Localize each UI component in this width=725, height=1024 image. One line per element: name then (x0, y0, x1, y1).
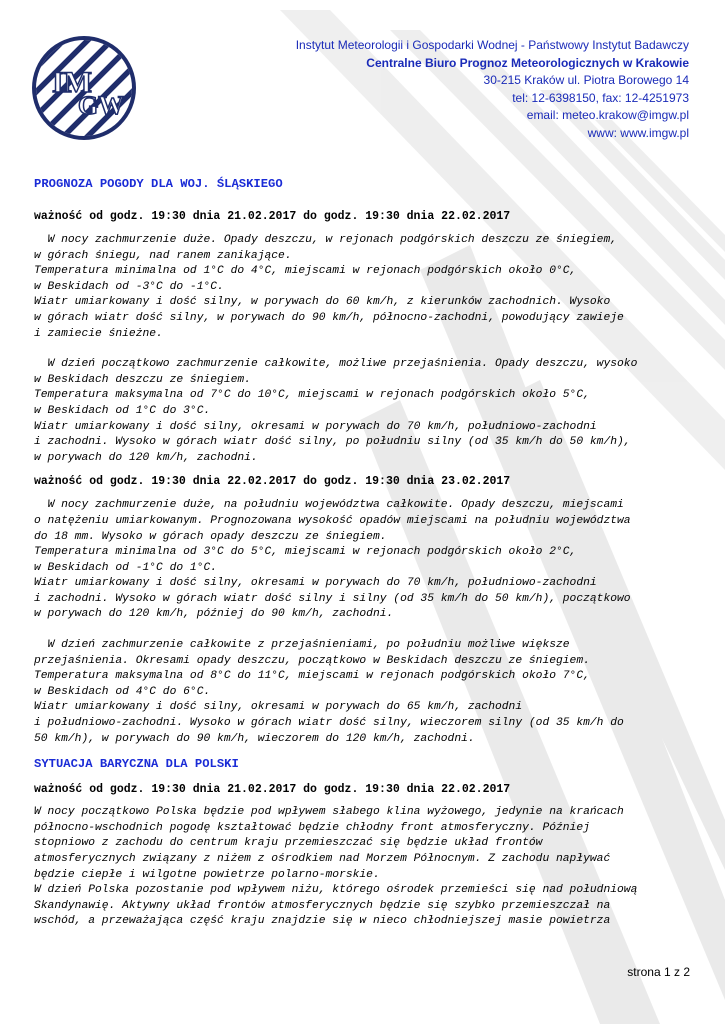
forecast-validity-1: ważność od godz. 19:30 dnia 21.02.2017 do godz. 19:30 dnia 22.02.2017 (34, 210, 511, 223)
synoptic-validity: ważność od godz. 19:30 dnia 21.02.2017 do godz. 19:30 dnia 22.02.2017 (34, 783, 511, 797)
forecast-day-1: W dzień początkowo zachmurzenie całkowite, możliwe przejaśnienia. Opady deszczu, wysoko w Beskidach deszczu ze śniegiem. Temperatura maksymalna od 7°C do 10°C, miejscami w rejonach podgórskich około 5°C, w Beskidach od 1°C do 3°C. Wiatr umiarkowany i dość silny, okresami w porywach do 70 km/h, południowo-zachodni i zachodni. Wysoko w górach wiatr dość silny, po południu silny (od 35 km/h do 50 km/h), w porywach do 120 km/h, zachodni. (34, 358, 638, 464)
forecast-night-1: W nocy zachmurzenie duże. Opady deszczu, w rejonach podgórskich deszczu ze śniegiem, w górach śniegu, nad ranem zanikające. Temperatura minimalna od 1°C do 4°C, miejscami w rejonach podgórskich około 0°C, w Beskidach od -3°C do -1°C. Wiatr umiarkowany i dość silny, w porywach do 60 km/h, z kierunków zachodnich. Wysoko w górach wiatr dość silny, w porywach do 90 km/h, północno-zachodni, powodujący zawieje i zamiecie śnieżne. (34, 234, 624, 340)
forecast-day-2: W dzień zachmurzenie całkowite z przejaśnieniami, po południu możliwe większe przejaśnienia. Okresami opady deszczu, początkowo w Beskidach deszczu ze śniegiem. Temperatura maksymalna od 8°C do 11°C, miejscami w rejonach podgórskich około 7°C, w Beskidach od 4°C do 6°C. Wiatr umiarkowany i dość silny, okresami w porywach do 65 km/h, zachodni i południowo-zachodni. Wysoko w górach wiatr dość silny, wieczorem silny (od 35 km/h do 50 km/h), w porywach do 90 km/h, wieczorem do 120 km/h, zachodni. (34, 639, 624, 745)
phone-fax: tel: 12-6398150, fax: 12-4251973 (512, 90, 689, 105)
institute-name: Instytut Meteorologii i Gospodarki Wodnej - Państwowy Instytut Badawczy (295, 38, 689, 52)
forecast-night-2: W nocy zachmurzenie duże, na południu województwa całkowite. Opady deszczu, miejscami o natężeniu umiarkowanym. Prognozowana wysokość opadów miejscami na południu województwa do 18 mm. Wysoko w górach opady deszczu ze śniegiem. Temperatura minimalna od 3°C do 5°C, miejscami w rejonach podgórskich około 2°C, w Beskidach od -1°C do 1°C. Wiatr umiarkowany i dość silny, okresami w porywach do 70 km/h, południowo-zachodni i zachodni. Wysoko w górach wiatr dość silny i silny (od 35 km/h do 50 km/h), początkowo w porywach do 120 km/h, później do 90 km/h, zachodni. (34, 499, 631, 621)
office-name: Centralne Biuro Prognoz Meteorologicznych w Krakowie (366, 55, 689, 70)
address: 30-215 Kraków ul. Piotra Borowego 14 (483, 73, 689, 87)
forecast-title: PROGNOZA POGODY DLA WOJ. ŚLĄSKIEGO (34, 177, 283, 191)
forecast-validity-2: ważność od godz. 19:30 dnia 22.02.2017 do godz. 19:30 dnia 23.02.2017 (34, 475, 511, 489)
header-contact-block (296, 37, 689, 142)
logo-text-top: IM (52, 66, 92, 99)
website-link[interactable]: www: www.imgw.pl (587, 125, 689, 140)
synoptic-text: W nocy początkowo Polska będzie pod wpływem słabego klina wyżowego, jedynie na krańcach północno-wschodnich pogodę kształtować będzie chłodny front atmosferyczny. Później stopniowo z zachodu do centrum kraju przemieszczać się będzie układ frontów atmosferycznych związany z niżem z ośrodkiem nad Morzem Północnym. Z zachodu napływać będzie ciepłe i wilgotne powietrze polarno-morskie. W dzień Polska pozostanie pod wpływem niżu, którego ośrodek przemieści się nad południową Skandynawię. Aktywny układ frontów atmosferycznych będzie się szybko przemieszczał na wschód, a przeważająca część kraju znajdzie się w nieco chłodniejszej masie powietrza (34, 806, 638, 928)
logo-text-bottom: GW (78, 91, 125, 120)
synoptic-title: SYTUACJA BARYCZNA DLA POLSKI (34, 757, 239, 772)
imgw-logo (30, 34, 138, 142)
document-body (34, 177, 689, 930)
email-link[interactable]: email: meteo.krakow@imgw.pl (526, 108, 689, 122)
page-number: strona 1 z 2 (627, 965, 690, 979)
